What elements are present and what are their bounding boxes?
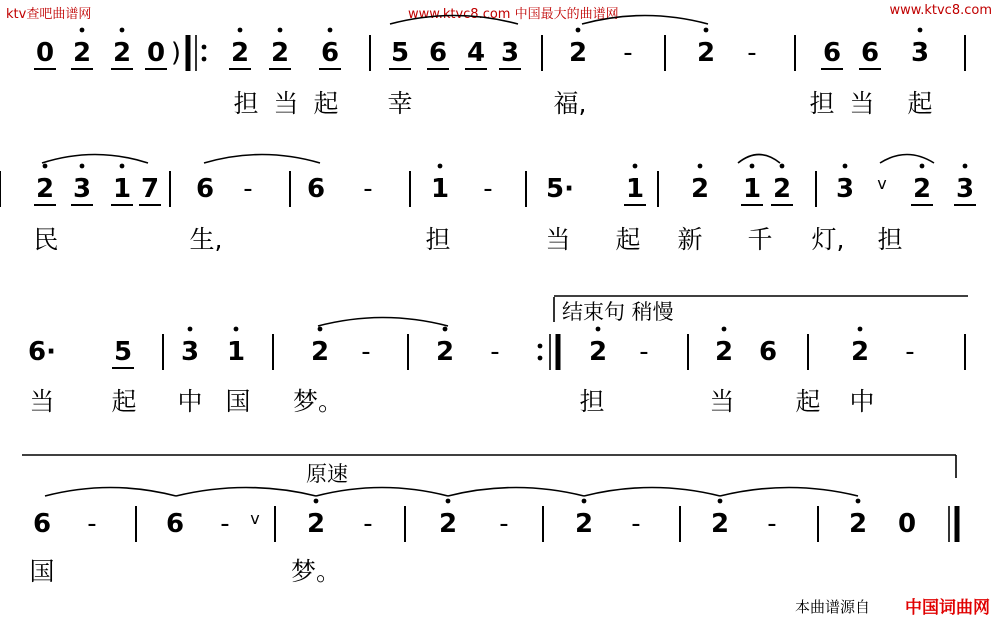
note: 6 xyxy=(32,509,52,539)
dash-sustain: - xyxy=(631,509,641,539)
octave-dot-high xyxy=(843,164,848,169)
lyric: 幸 xyxy=(387,89,413,118)
dash-sustain: - xyxy=(363,509,373,539)
note: 2 xyxy=(912,174,932,204)
octave-dot-high xyxy=(43,164,48,169)
lyric: 担 xyxy=(809,89,835,118)
octave-dot-high xyxy=(722,327,727,332)
note: 2 xyxy=(306,509,326,539)
octave-dot-high xyxy=(633,164,638,169)
dash-sustain: - xyxy=(490,337,500,367)
lyric: 千 xyxy=(747,225,773,254)
lyric: 梦。 xyxy=(290,557,342,586)
note: 2 xyxy=(710,509,730,539)
lyric: 当 xyxy=(849,89,875,118)
dash-sustain: - xyxy=(483,174,493,204)
lyric: 梦。 xyxy=(292,387,344,416)
note: 2 xyxy=(696,38,716,68)
lyric: 起 xyxy=(111,387,137,416)
octave-dot-high xyxy=(318,327,323,332)
dash-sustain: - xyxy=(361,337,371,367)
note: 6 xyxy=(758,337,778,367)
lyric: 当 xyxy=(545,225,571,254)
octave-dot-high xyxy=(858,327,863,332)
note: 2 xyxy=(270,38,290,68)
note: 5 xyxy=(113,337,133,367)
lyric: 担 xyxy=(877,225,903,254)
breath-mark: v xyxy=(877,174,887,193)
slur xyxy=(582,16,708,25)
note: 6 xyxy=(165,509,185,539)
note: 1 xyxy=(625,174,645,204)
lyric: 当 xyxy=(273,89,299,118)
octave-dot-high xyxy=(328,28,333,33)
note: 6 xyxy=(822,38,842,68)
note: 1 xyxy=(430,174,450,204)
lyric: 当 xyxy=(709,387,735,416)
breath-mark: v xyxy=(250,509,260,528)
slur xyxy=(42,155,148,164)
site-header-left[interactable]: ktv查吧曲谱网 xyxy=(6,7,92,22)
lyric: 新 xyxy=(677,225,703,254)
slur xyxy=(880,155,934,164)
note: 1 xyxy=(226,337,246,367)
octave-dot-high xyxy=(918,28,923,33)
lyric: 国 xyxy=(29,557,55,586)
tempo-label: 原速 xyxy=(306,462,348,486)
note: 6 xyxy=(428,38,448,68)
octave-dot-high xyxy=(920,164,925,169)
repeat-dot xyxy=(202,57,207,62)
note: 3 xyxy=(72,174,92,204)
footer-brand-link[interactable]: 中国词曲网 xyxy=(905,598,990,618)
slur xyxy=(318,318,448,327)
lyric: 生, xyxy=(189,225,223,254)
lyric: 担 xyxy=(425,225,451,254)
repeat-dot xyxy=(202,45,207,50)
note: 7 xyxy=(140,174,160,204)
note: 5· xyxy=(546,174,574,204)
slur xyxy=(390,16,518,25)
note: 6 xyxy=(320,38,340,68)
lyric: 担 xyxy=(233,89,259,118)
note: 6 xyxy=(195,174,215,204)
note: 0 xyxy=(897,509,917,539)
octave-dot-high xyxy=(278,28,283,33)
note: 0 xyxy=(35,38,55,68)
dash-sustain: - xyxy=(499,509,509,539)
note: 0 xyxy=(146,38,166,68)
dash-sustain: - xyxy=(87,509,97,539)
octave-dot-high xyxy=(596,327,601,332)
octave-dot-high xyxy=(443,327,448,332)
lyric: 担 xyxy=(579,387,605,416)
site-header-center[interactable]: www.ktvc8.com 中国最大的曲谱网 xyxy=(408,7,619,22)
slur xyxy=(738,155,780,164)
note: 2 xyxy=(72,38,92,68)
lyric: 中 xyxy=(849,387,875,416)
footer-source-label: 本曲谱源自 xyxy=(795,598,871,616)
lyric: 起 xyxy=(795,387,821,416)
octave-dot-high xyxy=(856,499,861,504)
lyric: 起 xyxy=(615,225,641,254)
note: 2 xyxy=(568,38,588,68)
octave-dot-high xyxy=(80,164,85,169)
note: 3 xyxy=(500,38,520,68)
note: ) xyxy=(170,38,182,68)
note: 2 xyxy=(438,509,458,539)
octave-dot-high xyxy=(698,164,703,169)
note: 6 xyxy=(306,174,326,204)
dash-sustain: - xyxy=(363,174,373,204)
note: 2 xyxy=(772,174,792,204)
dash-sustain: - xyxy=(905,337,915,367)
note: 2 xyxy=(435,337,455,367)
octave-dot-high xyxy=(438,164,443,169)
dash-sustain: - xyxy=(767,509,777,539)
note: 2 xyxy=(848,509,868,539)
site-header-right[interactable]: www.ktvc8.com xyxy=(889,3,992,18)
octave-dot-high xyxy=(963,164,968,169)
note: 6 xyxy=(860,38,880,68)
note: 2 xyxy=(714,337,734,367)
octave-dot-high xyxy=(314,499,319,504)
octave-dot-high xyxy=(188,327,193,332)
note: 2 xyxy=(112,38,132,68)
octave-dot-high xyxy=(750,164,755,169)
note: 2 xyxy=(588,337,608,367)
dash-sustain: - xyxy=(220,509,230,539)
note: 2 xyxy=(230,38,250,68)
lyric: 起 xyxy=(313,89,339,118)
note: 4 xyxy=(466,38,486,68)
note: 5 xyxy=(390,38,410,68)
dash-sustain: - xyxy=(623,38,633,68)
note: 3 xyxy=(180,337,200,367)
slur xyxy=(176,488,316,497)
note: 6· xyxy=(28,337,56,367)
note: 2 xyxy=(35,174,55,204)
note: 2 xyxy=(574,509,594,539)
octave-dot-high xyxy=(780,164,785,169)
slur xyxy=(584,488,720,497)
lyric: 民 xyxy=(33,225,59,254)
slur xyxy=(45,488,176,497)
octave-dot-high xyxy=(120,28,125,33)
octave-dot-high xyxy=(80,28,85,33)
note: 2 xyxy=(850,337,870,367)
note: 2 xyxy=(310,337,330,367)
note: 1 xyxy=(742,174,762,204)
lyric: 灯, xyxy=(811,225,845,254)
slur xyxy=(448,488,584,497)
note: 2 xyxy=(690,174,710,204)
octave-dot-high xyxy=(704,28,709,33)
repeat-dot xyxy=(538,356,543,361)
repeat-dot xyxy=(538,344,543,349)
note: 1 xyxy=(112,174,132,204)
dash-sustain: - xyxy=(243,174,253,204)
ending-label: 结束句 稍慢 xyxy=(562,300,674,324)
slur xyxy=(720,488,858,497)
lyric: 国 xyxy=(225,387,251,416)
octave-dot-high xyxy=(582,499,587,504)
lyric: 起 xyxy=(907,89,933,118)
slur xyxy=(204,155,320,164)
octave-dot-high xyxy=(446,499,451,504)
slur xyxy=(316,488,448,497)
dash-sustain: - xyxy=(747,38,757,68)
octave-dot-high xyxy=(718,499,723,504)
dash-sustain: - xyxy=(639,337,649,367)
octave-dot-high xyxy=(120,164,125,169)
note: 3 xyxy=(835,174,855,204)
note: 3 xyxy=(910,38,930,68)
lyric: 中 xyxy=(177,387,203,416)
lyric: 当 xyxy=(29,387,55,416)
octave-dot-high xyxy=(238,28,243,33)
lyric: 福, xyxy=(553,89,587,118)
note: 3 xyxy=(955,174,975,204)
octave-dot-high xyxy=(234,327,239,332)
octave-dot-high xyxy=(576,28,581,33)
